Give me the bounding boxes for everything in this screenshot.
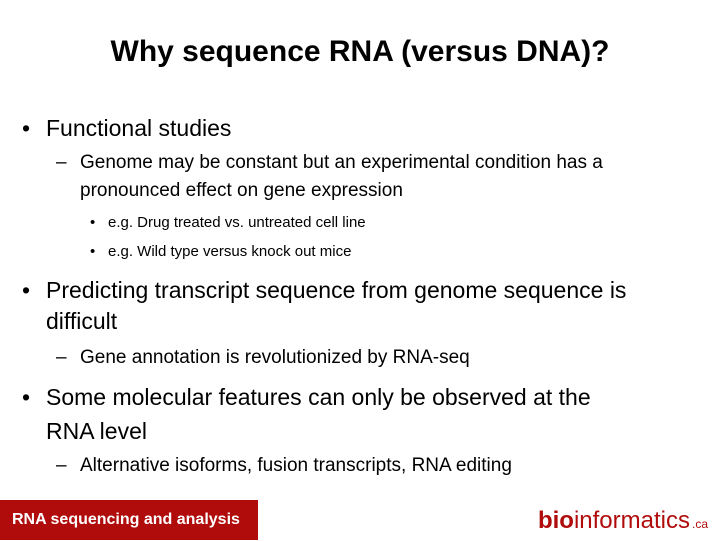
logo-ca: .ca bbox=[691, 517, 708, 531]
sub-bullet-text: Alternative isoforms, fusion transcripts, RNA editing bbox=[80, 455, 512, 476]
bullet-line: Predicting transcript sequence from genome sequence is bbox=[46, 277, 627, 303]
sub-bullet-text: Gene annotation is revolutionized by RNA-seq bbox=[80, 347, 470, 368]
bullet-line: RNA level bbox=[46, 418, 147, 444]
bullet-line: difficult bbox=[46, 308, 118, 334]
bullet-marker: • bbox=[90, 243, 96, 260]
footer bbox=[0, 500, 720, 540]
sub-bullet-line: pronounced effect on gene expression bbox=[80, 180, 403, 201]
bullet-marker: • bbox=[22, 115, 31, 141]
bullet-marker: • bbox=[22, 277, 31, 303]
logo-informatics: informatics bbox=[573, 507, 690, 534]
bullet-marker: • bbox=[22, 384, 31, 410]
bioinformatics-logo bbox=[538, 504, 708, 538]
bullet-line: Some molecular features can only be observed at the bbox=[46, 384, 591, 410]
sub-sub-bullet-text: e.g. Wild type versus knock out mice bbox=[108, 243, 352, 260]
dash-marker: – bbox=[56, 152, 67, 173]
sub-bullet-line: Genome may be constant but an experimental condition has a bbox=[80, 152, 603, 173]
slide-title: Why sequence RNA (versus DNA)? bbox=[110, 35, 610, 68]
logo-bio: bio bbox=[537, 507, 574, 534]
footer-label: RNA sequencing and analysis bbox=[0, 500, 258, 540]
dash-marker: – bbox=[56, 347, 67, 368]
dash-marker: – bbox=[56, 455, 67, 476]
bullet-marker: • bbox=[90, 214, 96, 231]
bullet-text: Functional studies bbox=[46, 115, 232, 141]
sub-sub-bullet-text: e.g. Drug treated vs. untreated cell line bbox=[108, 214, 366, 231]
